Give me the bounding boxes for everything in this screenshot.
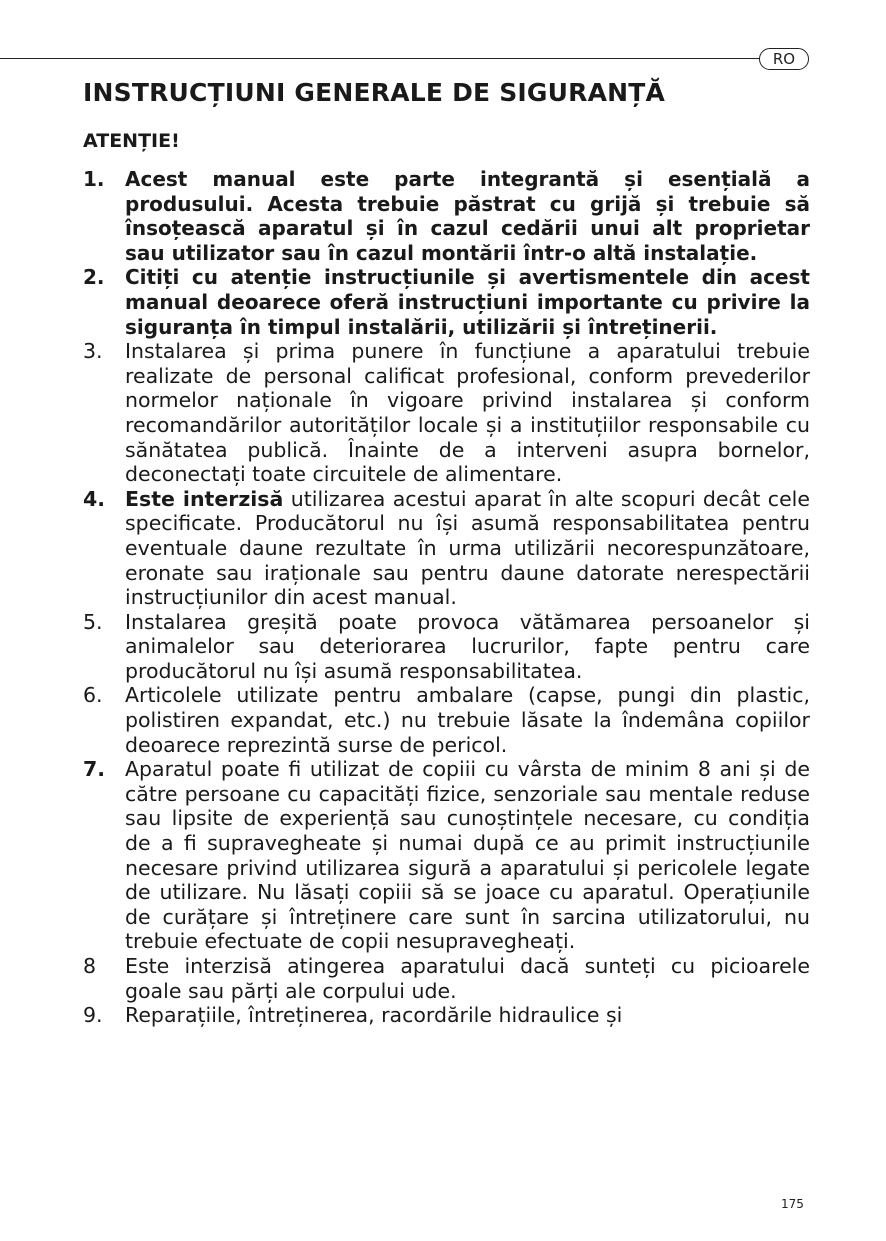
warning-heading: ATENȚIE! [83, 130, 180, 152]
item-number: 6. [83, 683, 103, 708]
item-lead-text: Este interzisă [125, 486, 284, 511]
item-number: 7. [83, 757, 106, 782]
item-text: Citiți cu atenție instrucțiunile și avertismentele din acest manual deoarece oferă instrucțiuni importante cu privire la siguranța în timpul instalării, utilizării și întreținerii. [125, 265, 810, 339]
list-item [83, 1003, 810, 1028]
item-number: 1. [83, 167, 105, 191]
item-text: Instalarea și prima punere în funcțiune a aparatului trebuie realizate de personal calificat profesional, conform prevederilor normelor naționale în vigoare privind instalarea și conform recomandărilor autorităților locale și a instituțiilor responsabile cu sănătatea publică. Înainte de a interveni asupra bornelor, deconectați toate circuitele de alimentare. [125, 339, 810, 487]
item-text: Aparatul poate fi utilizat de copiii cu vârsta de minim 8 ani și de către persoane cu capacități fizice, senzoriale sau mentale reduse sau lipsite de experiență sau cunoștințele necesare, cu condiția de a fi supravegheate și numai după ce au primit instrucțiunile necesare privind utilizarea sigură a aparatului și pericolele legate de utilizare. Nu lăsați copiii să se joace cu aparatul. Operațiunile de curățare și întreținere care sunt în sarcina utilizatorului, nu trebuie efectuate de copii nesupravegheați. [125, 757, 810, 954]
list-item [83, 167, 810, 265]
list-item [83, 683, 810, 757]
item-text: Acest manual este parte integrantă și esențială a produsului. Acesta trebuie păstrat cu grijă și trebuie să însoțească aparatul și în cazul cedării unui alt proprietar sau utilizator sau în cazul montării într-o altă instalație. [125, 167, 810, 265]
list-item [83, 265, 810, 339]
header-rule [0, 58, 760, 59]
list-item [83, 610, 810, 684]
safety-instructions-list [83, 167, 810, 1028]
item-number: 4. [83, 486, 106, 511]
item-number: 9. [83, 1003, 103, 1028]
item-number: 2. [83, 265, 105, 290]
item-text: Este interzisă atingerea aparatului dacă sunteți cu picioarele goale sau părți ale corpului ude. [125, 954, 810, 1003]
list-item [83, 339, 810, 487]
page-number: 175 [781, 1197, 804, 1211]
item-number: 3. [83, 339, 103, 364]
item-text: Articolele utilizate pentru ambalare (capse, pungi din plastic, polistiren expandat, etc.) nu trebuie lăsate la îndemâna copiilor deoarece reprezintă surse de pericol. [125, 683, 810, 757]
item-number: 5. [83, 609, 103, 634]
item-number: 8 [83, 954, 97, 978]
item-text: Instalarea greșită poate provoca vătămarea persoanelor și animalelor sau deteriorarea lucrurilor, fapte pentru care producătorul nu își asumă responsabilitatea. [125, 609, 810, 683]
list-item [83, 487, 810, 610]
language-badge: RO [759, 48, 809, 70]
list-item [83, 757, 810, 954]
item-text: utilizarea acestui aparat în alte scopuri decât cele specificate. Producătorul nu își asumă responsabilitatea pentru eventuale daune rezultate în urma utilizării necorespunzătoare, eronate sau iraționale sau pentru daune datorate nerespectării instrucțiunilor din acest manual. [125, 486, 810, 610]
list-item [83, 954, 810, 1003]
item-text: Reparațiile, întreținerea, racordările hidraulice și [125, 1003, 623, 1028]
page-title: INSTRUCȚIUNI GENERALE DE SIGURANȚĂ [83, 78, 666, 107]
